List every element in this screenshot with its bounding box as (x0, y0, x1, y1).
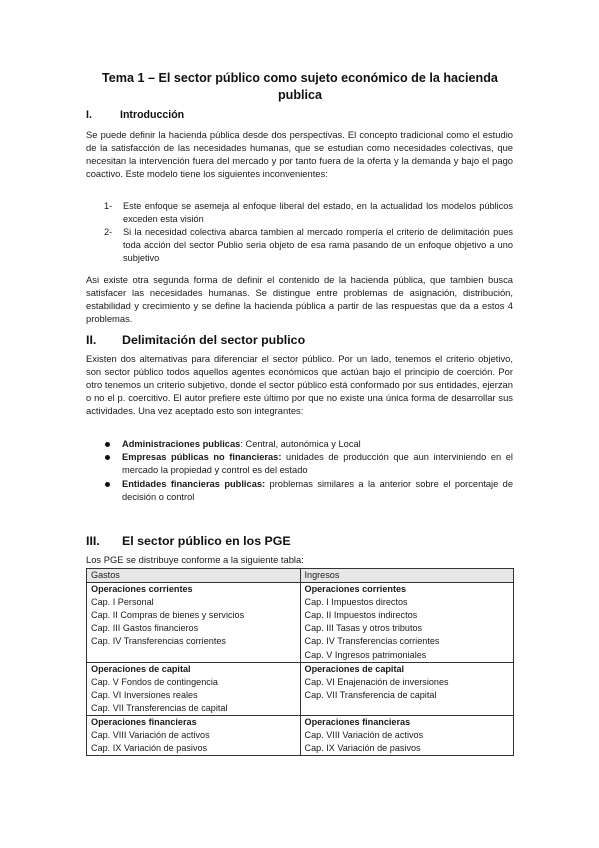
bullet-text: problemas similares a la anterior sobre el porcentaje de decisión o control (122, 478, 513, 502)
list-item-text: Este enfoque se asemeja al enfoque liberal del estado, en la actualidad los modelos públicos exceden esta visión (123, 201, 513, 225)
table-row (87, 716, 514, 756)
chapter-item: Cap. III Gastos financieros (91, 623, 199, 634)
chapter-item: Cap. II Compras de bienes y servicios (91, 610, 245, 621)
table-row (87, 583, 514, 663)
section-title: El sector público en los PGE (122, 534, 291, 548)
bullet-text: unidades de producción que aun interviniendo en el mercado la propiedad y control es del estado (122, 452, 513, 476)
numbered-list-inconvenientes (104, 200, 513, 265)
bullet-list-integrantes (104, 438, 513, 504)
chapter-item: Cap. V Ingresos patrimoniales (304, 649, 427, 660)
list-marker: 1- (104, 201, 113, 211)
section-title: Delimitación del sector publico (122, 333, 306, 347)
list-item (104, 438, 513, 451)
bullet-text: : Central, autonómica y Local (240, 439, 361, 449)
column-header-ingresos: Ingresos (300, 569, 514, 583)
column-header-gastos: Gastos (87, 569, 301, 583)
chapter-item: Cap. V Fondos de contingencia (91, 676, 218, 687)
table-caption: Los PGE se distribuye conforme a la siguiente tabla: (86, 554, 304, 565)
chapter-item: Cap. VIII Variación de activos (91, 730, 210, 741)
table-cell-ingresos (300, 583, 514, 663)
section-number: II. (86, 333, 97, 347)
chapter-item: Cap. IX Variación de pasivos (304, 743, 421, 754)
table-row (87, 662, 514, 715)
group-title: Operaciones de capital (91, 663, 191, 674)
list-item (104, 200, 513, 226)
section-heading-introduccion (86, 109, 184, 122)
section-heading-pge (86, 534, 291, 549)
chapter-item: Cap. I Impuestos directos (304, 597, 408, 608)
chapter-item: Cap. IV Transferencias corrientes (304, 636, 440, 647)
section-heading-delimitacion (86, 333, 305, 348)
list-item (104, 226, 513, 265)
paragraph-delimitacion: Existen dos alternativas para diferenciar el sector público. Por un lado, tenemos el criterio objetivo, son sector público todos aquellos agentes económicos que actúan bajo el principio de coerción. Por otro tenemos un criterio subjetivo, donde el sector público está conformado por sus entidades, ejerzan o no el p. coercitivo. El autor prefiere este último por que no existe una única forma de desarrollar sus actividades. Una vez aceptado esto son integrantes: (86, 353, 513, 417)
chapter-item: Cap. VII Transferencias de capital (91, 702, 228, 713)
section-number: III. (86, 534, 100, 548)
chapter-item: Cap. II Impuestos indirectos (304, 610, 418, 621)
chapter-item: Cap. IV Transferencias corrientes (91, 636, 226, 647)
list-item (104, 451, 513, 477)
bullet-icon (105, 455, 110, 460)
table-header-row (87, 569, 514, 583)
paragraph-intro-1: Se puede definir la hacienda pública desde dos perspectivas. El concepto tradicional como el estudio de la satisfacción de las necesidades humanas, que se estudian como necesidades colectivas, que necesitan la intervención fuera del mercado y por tanto fuera de la oferta y la demanda y bajo el pago coactivo. Este modelo tiene los siguientes inconvenientes: (86, 129, 513, 180)
list-marker: 2- (104, 227, 113, 238)
group-title: Operaciones financieras (304, 717, 411, 728)
chapter-item: Cap. VIII Variación de activos (304, 730, 424, 741)
list-item (104, 478, 513, 504)
table-cell-gastos (87, 662, 301, 715)
pge-table (86, 568, 514, 756)
group-title: Operaciones corrientes (304, 584, 407, 595)
table-cell-gastos (87, 716, 301, 756)
table-cell-ingresos (300, 662, 514, 715)
bullet-term: Empresas públicas no financieras: (122, 452, 282, 463)
chapter-item: Cap. I Personal (91, 597, 154, 608)
table-cell-gastos (87, 583, 301, 663)
chapter-item: Cap. VI Inversiones reales (91, 689, 198, 700)
group-title: Operaciones de capital (304, 663, 405, 674)
bullet-term: Entidades financieras publicas: (122, 478, 266, 489)
document-title: Tema 1 – El sector público como sujeto económico de la hacienda publica (102, 71, 498, 102)
paragraph-intro-2: Asi existe otra segunda forma de definir el contenido de la hacienda pública, que tambien busca satisfacer las necesidades humanas. Se distingue entre problemas de asignación, distribución, estabilidad y crecimiento y se define la hacienda pública a partir de las respuestas que da a estos 4 problemas. (86, 274, 513, 325)
group-title: Operaciones financieras (91, 717, 197, 728)
chapter-item: Cap. III Tasas y otros tributos (304, 623, 423, 634)
bullet-icon (105, 482, 110, 487)
list-item-text: Si la necesidad colectiva abarca tambien al mercado rompería el criterio de delimitación pues toda acción del sector Publio seria objeto de esa rama pasando de un enfoque objetivo a uno subjetivo (123, 227, 513, 264)
chapter-item: Cap. VII Transferencia de capital (304, 689, 437, 700)
chapter-item: Cap. IX Variación de pasivos (91, 743, 208, 754)
section-title: Introducción (120, 109, 185, 121)
group-title: Operaciones corrientes (91, 584, 193, 595)
table-cell-ingresos (300, 716, 514, 756)
bullet-term: Administraciones publicas (122, 439, 241, 449)
chapter-item: Cap. VI Enajenación de inversiones (304, 676, 449, 687)
section-number: I. (86, 109, 92, 121)
bullet-icon (105, 442, 110, 447)
